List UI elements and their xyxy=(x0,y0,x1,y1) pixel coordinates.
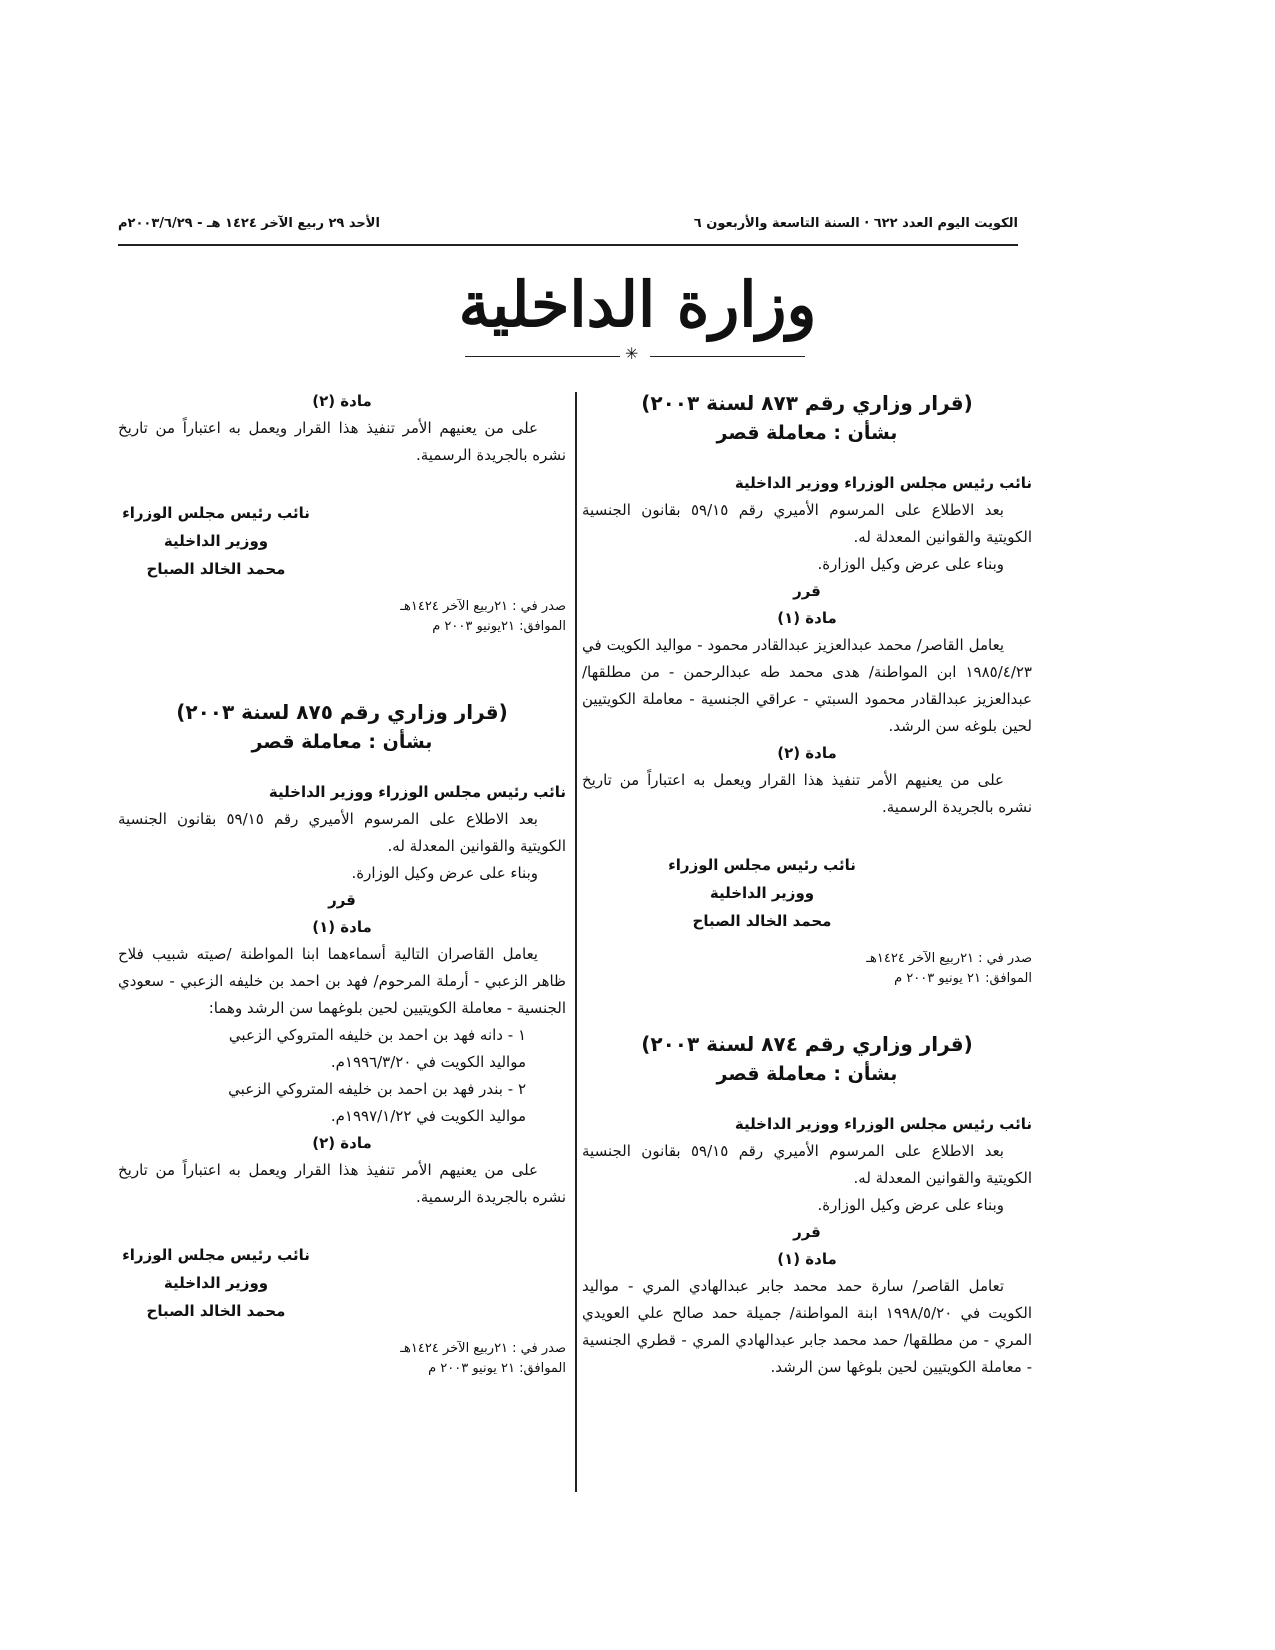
header-date: الأحد ٢٩ ربيع الآخر ١٤٢٤ هـ - ٢٠٠٣/٦/٢٩م xyxy=(118,216,380,231)
decision-875-item-2: ٢ - بندر فهد بن احمد بن خليفه المتروكي الزعبي xyxy=(228,1080,526,1098)
signature-line-1: نائب رئيس مجلس الوزراء xyxy=(668,856,856,874)
ornament-star-icon: ✳ xyxy=(625,344,639,363)
decision-874-article-1-text: تعامل القاصر/ سارة حمد محمد جابر عبدالهادي المري - مواليد الكويت في ١٩٩٨/٥/٢٠ ابنة المواطنة/ جميلة حمد صالح علي العويدي المري - من مطلقها/ حمد محمد جابر عبدالهادي المري - قطري الجنسية - معاملة الكويتيين لحين بلوغها سن الرشد. xyxy=(582,1277,1032,1376)
decision-875-item-1-birth: مواليد الكويت في ١٩٩٦/٣/٢٠م. xyxy=(330,1053,526,1071)
decision-874-decided: قرر xyxy=(793,1223,821,1241)
decision-875-corresponding: الموافق: ٢١ يونيو ٢٠٠٣ م xyxy=(428,1361,566,1376)
signature-line-1: نائب رئيس مجلس الوزراء xyxy=(122,504,310,522)
page-header xyxy=(118,216,1018,242)
header-issue-info: الكويت اليوم العدد ٦٢٢ · السنة التاسعة والأربعون ٦ xyxy=(693,216,1018,231)
signature-line-3: محمد الخالد الصباح xyxy=(692,912,832,930)
decision-874-authority: نائب رئيس مجلس الوزراء ووزير الداخلية xyxy=(734,1115,1032,1133)
decision-875-article-2-text: على من يعنيهم الأمر تنفيذ هذا القرار ويعمل به اعتباراً من تاريخ نشره بالجريدة الرسمية. xyxy=(118,1161,566,1206)
decision-873-signature xyxy=(642,851,882,935)
decision-875-subject: بشأن : معاملة قصر xyxy=(251,731,433,753)
decision-873-preamble: بعد الاطلاع على المرسوم الأميري رقم ٥٩/١٥ بقانون الجنسية الكويتية والقوانين المعدلة له. xyxy=(582,501,1032,546)
decision-875-item-1: ١ - دانه فهد بن احمد بن خليفه المتروكي الزعبي xyxy=(228,1026,526,1044)
decision-875-article-1-text: يعامل القاصران التالية أسماءهما ابنا المواطنة /صيته شبيب فلاح ظاهر الزعبي - أرملة المرحوم/ فهد بن احمد بن خليفه الزعبي - سعودي الجنسية - معاملة الكويتيين لحين بلوغهما سن الرشد وهما: xyxy=(118,945,566,1017)
column-divider xyxy=(575,392,577,1492)
decision-874-preamble-2: وبناء على عرض وكيل الوزارة. xyxy=(817,1196,1004,1214)
decision-875-preamble: بعد الاطلاع على المرسوم الأميري رقم ٥٩/١٥ بقانون الجنسية الكويتية والقوانين المعدلة له. xyxy=(118,810,566,855)
decision-875-article-1-title: مادة (١) xyxy=(312,918,372,936)
right-column xyxy=(582,388,1032,1381)
decision-875-issued: صدر في : ٢١ربيع الآخر ١٤٢٤هـ xyxy=(400,1341,566,1356)
header-rule xyxy=(118,244,1018,246)
ornament-line xyxy=(650,356,805,357)
decision-875-authority: نائب رئيس مجلس الوزراء ووزير الداخلية xyxy=(268,783,566,801)
signature-line-2: ووزير الداخلية xyxy=(163,532,269,550)
decision-875-decided: قرر xyxy=(328,891,356,909)
title-ornament xyxy=(465,344,805,364)
signature-line-2: ووزير الداخلية xyxy=(163,1274,269,1292)
decision-873-title: (قرار وزاري رقم ٨٧٣ لسنة ٢٠٠٣) xyxy=(641,391,973,415)
decision-874-article-1-title: مادة (١) xyxy=(777,1250,837,1268)
decision-873-corresponding: الموافق: ٢١ يونيو ٢٠٠٣ م xyxy=(894,971,1032,986)
decision-875-article-2-title: مادة (٢) xyxy=(312,1134,372,1152)
decision-873-article-2-title: مادة (٢) xyxy=(777,744,837,762)
decision-873-cont-corresponding: الموافق: ٢١يونيو ٢٠٠٣ م xyxy=(432,619,566,634)
decision-874-subject: بشأن : معاملة قصر xyxy=(716,1063,898,1085)
decision-873-preamble-2: وبناء على عرض وكيل الوزارة. xyxy=(817,555,1004,573)
decision-873-authority: نائب رئيس مجلس الوزراء ووزير الداخلية xyxy=(734,474,1032,492)
ministry-title: وزارة الداخلية xyxy=(458,268,817,341)
decision-873-cont-article-2-title: مادة (٢) xyxy=(312,392,372,410)
decision-873-issued: صدر في : ٢١ربيع الآخر ١٤٢٤هـ xyxy=(866,951,1032,966)
decision-873-cont-issued: صدر في : ٢١ربيع الآخر ١٤٢٤هـ xyxy=(400,599,566,614)
left-column xyxy=(118,388,566,1379)
signature-line-2: ووزير الداخلية xyxy=(709,884,815,902)
decision-875-signature xyxy=(96,1241,336,1325)
decision-874-title: (قرار وزاري رقم ٨٧٤ لسنة ٢٠٠٣) xyxy=(641,1032,973,1056)
decision-873-decided: قرر xyxy=(793,582,821,600)
decision-873-article-1-text: يعامل القاصر/ محمد عبدالعزيز عبدالقادر محمود - مواليد الكويت في ١٩٨٥/٤/٢٣ ابن المواطنة/ هدى محمد طه عبدالرحمن - من مطلقها/ عبدالعزيز عبدالقادر محمود السبتي - عراقي الجنسية - معاملة الكويتيين لحين بلوغه سن الرشد. xyxy=(582,636,1032,735)
signature-line-1: نائب رئيس مجلس الوزراء xyxy=(122,1246,310,1264)
signature-line-3: محمد الخالد الصباح xyxy=(146,560,286,578)
decision-873-cont-article-2-text: على من يعنيهم الأمر تنفيذ هذا القرار ويعمل به اعتباراً من تاريخ نشره بالجريدة الرسمية. xyxy=(118,419,566,464)
decision-873-subject: بشأن : معاملة قصر xyxy=(716,422,898,444)
decision-875-preamble-2: وبناء على عرض وكيل الوزارة. xyxy=(351,864,538,882)
ornament-line xyxy=(465,356,620,357)
decision-873-cont-signature xyxy=(96,499,336,583)
decision-875-item-2-birth: مواليد الكويت في ١٩٩٧/١/٢٢م. xyxy=(330,1107,526,1125)
signature-line-3: محمد الخالد الصباح xyxy=(146,1302,286,1320)
decision-874-preamble: بعد الاطلاع على المرسوم الأميري رقم ٥٩/١٥ بقانون الجنسية الكويتية والقوانين المعدلة له. xyxy=(582,1142,1032,1187)
decision-875-title: (قرار وزاري رقم ٨٧٥ لسنة ٢٠٠٣) xyxy=(176,700,508,724)
decision-873-article-1-title: مادة (١) xyxy=(777,609,837,627)
decision-873-article-2-text: على من يعنيهم الأمر تنفيذ هذا القرار ويعمل به اعتباراً من تاريخ نشره بالجريدة الرسمية. xyxy=(582,771,1032,816)
